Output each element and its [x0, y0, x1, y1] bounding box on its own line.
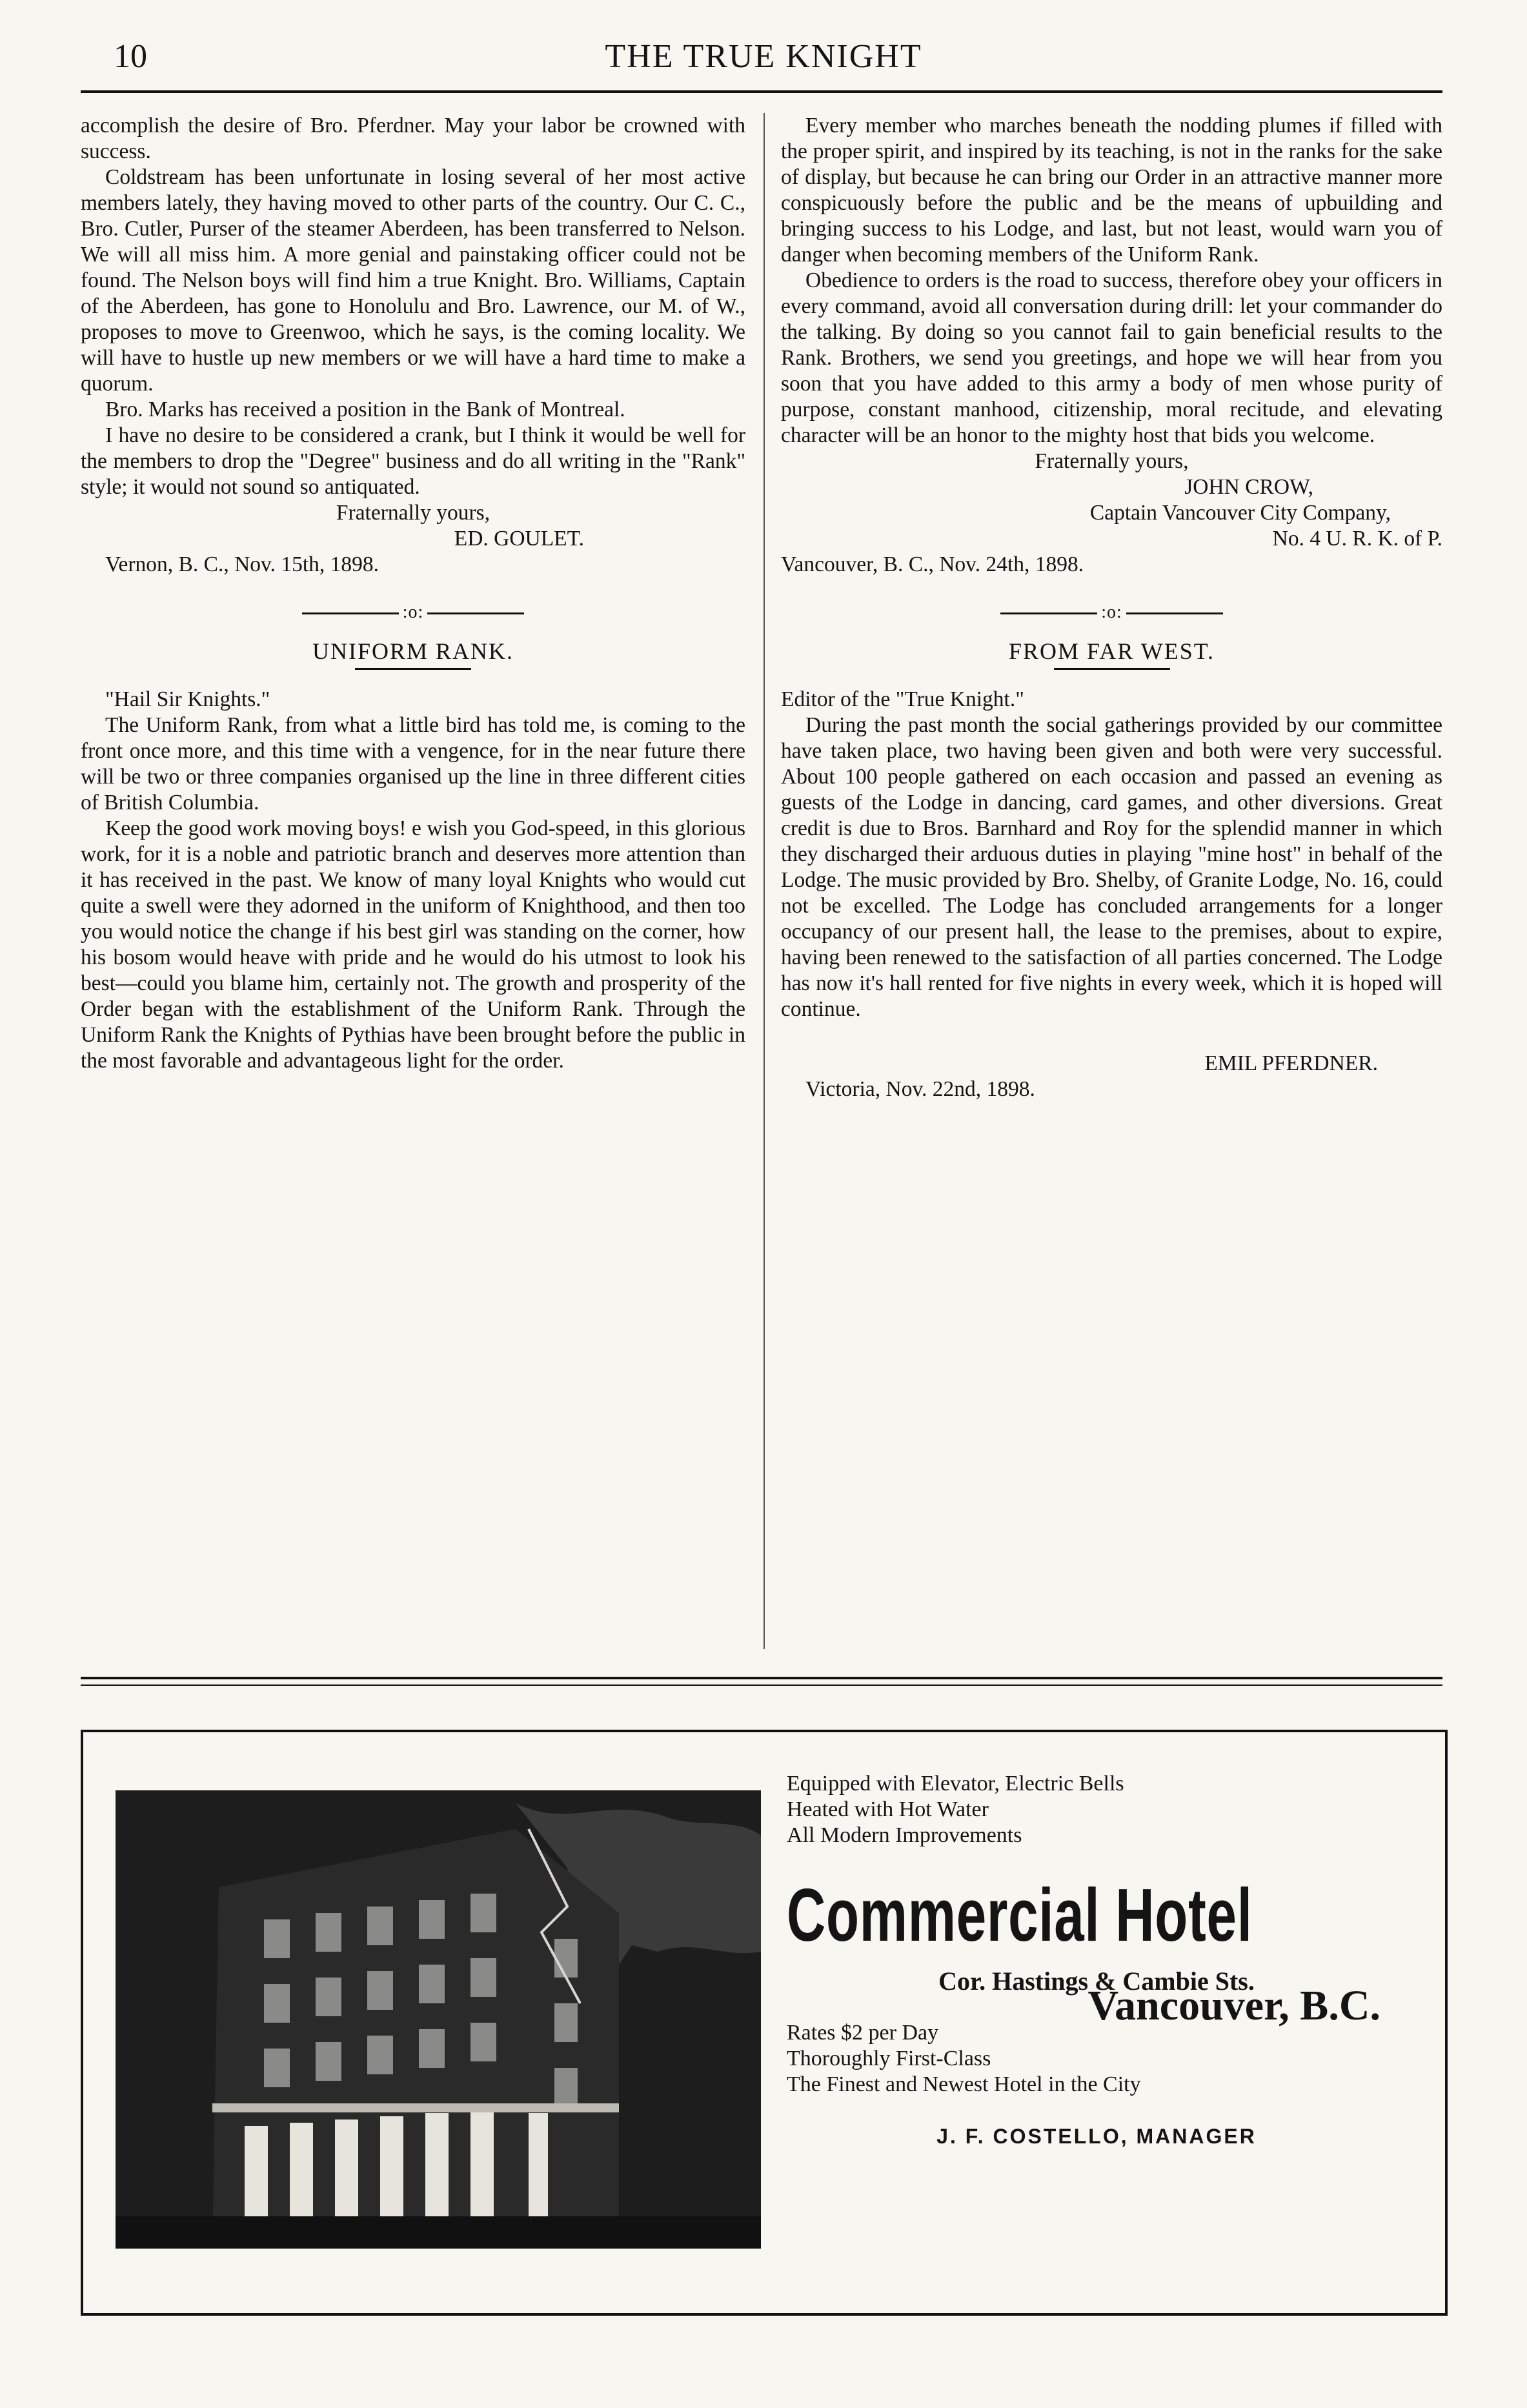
crow-closing: Fraternally yours, [1035, 449, 1189, 473]
far-west-signature: EMIL PFERDNER. [1204, 1051, 1378, 1075]
far-west-salutation: Editor of the "True Knight." [781, 687, 1024, 711]
rates-row [787, 1982, 1406, 2046]
hotel-city: Vancouver, B.C. [1087, 1982, 1380, 2029]
heading-underline [355, 668, 471, 670]
hotel-class: Thoroughly First-Class [787, 2047, 991, 2070]
crow-paragraph: Obedience to orders is the road to success, therefore obey your officers in every command, avoid all conversation during drill: let your commander do the talking. By doing so you cannot fail to gain beneficial results to the Rank. Brothers, we send you greetings, and hope we will hear from you soon that you have added to this army a body of men whose purity of purpose, constant manhood, citizenship, moral recitude, and elevating character will be an honor to the mighty host that bids you welcome. [781, 268, 1442, 447]
section-separator: :o: [81, 600, 745, 625]
hotel-name: Commercial Hotel [787, 1873, 1253, 1957]
ad-feature: Heated with Hot Water [787, 1797, 989, 1821]
ad-copy [787, 1771, 1406, 2149]
crow-paragraph: Every member who marches beneath the nodding plumes if filled with the proper spirit, and inspired by its teaching, is not in the ranks for the sake of display, but because he can bring our Order in an attractive manner more conspicuously before the public and be the means of upbuilding and bringing success to his Lodge, and last, but not least, would warn you of danger when becoming members of the Uniform Rank. [781, 114, 1442, 267]
page-number: 10 [114, 38, 147, 75]
crow-company: No. 4 U. R. K. of P. [1272, 527, 1442, 551]
hotel-manager: J. F. COSTELLO, MANAGER [936, 2125, 1257, 2148]
hotel-rates: Rates $2 per Day [787, 2021, 939, 2045]
uniform-paragraph: The Uniform Rank, from what a little bird has told me, is coming to the front once more, and this time with a vengence, for in the near future there will be two or three companies organised up the line in three different cities of British Columbia. [81, 713, 745, 814]
far-west-heading: FROM FAR WEST. [1008, 638, 1215, 664]
crow-dateline: Vancouver, B. C., Nov. 24th, 1898. [781, 552, 1084, 576]
far-west-dateline: Victoria, Nov. 22nd, 1898. [805, 1077, 1035, 1101]
left-column [81, 113, 745, 1074]
ad-top-rule-thin [81, 1685, 1442, 1686]
goulet-paragraph: accomplish the desire of Bro. Pferdner. May your labor be crowned with success. [81, 114, 745, 163]
goulet-paragraph: Coldstream has been unfortunate in losing several of her most active members lately, they having moved to other parts of the country. Our C. C., Bro. Cutler, Purser of the steamer Aberdeen, has been transferred to Nelson. We will all miss him. A more genial and painstaking officer could not be found. The Nelson boys will find him a true Knight. Bro. Williams, Captain of the Aberdeen, has gone to Honolulu and Bro. Lawrence, our M. of W., proposes to move to Greenwoo, which he says, is the coming locality. We will have to hustle up new members or we will have a hard time to make a quorum. [81, 165, 745, 396]
crow-title: Captain Vancouver City Company, [1089, 501, 1391, 525]
goulet-signature: ED. GOULET. [454, 527, 584, 551]
column-divider [764, 113, 765, 1649]
uniform-paragraph: "Hail Sir Knights." [105, 687, 270, 711]
hotel-tagline: The Finest and Newest Hotel in the City [787, 2072, 1141, 2096]
uniform-rank-heading: UNIFORM RANK. [312, 638, 514, 664]
right-column [781, 113, 1442, 1102]
hotel-advertisement [81, 1730, 1448, 2316]
goulet-paragraph: Bro. Marks has received a position in the Bank of Montreal. [105, 398, 625, 421]
ad-feature: All Modern Improvements [787, 1823, 1022, 1847]
ad-top-rule [81, 1677, 1442, 1679]
running-header [0, 32, 1527, 84]
far-west-paragraph: During the past month the social gatherings provided by our committee have taken place, two having been given and both were very successful. About 100 people gathered on each occasion and passed an evening as guests of the Lodge in dancing, card games, and other diversions. Great credit is due to Bros. Barnhard and Roy for the splendid manner in which they discharged their arduous duties in playing "mine host" in behalf of the Lodge. The music provided by Bro. Shelby, of Granite Lodge, No. 16, could not be excelled. The Lodge has concluded arrangements for a longer occupancy of our present hall, the lease to the premises, about to expire, having been renewed to the satisfaction of all parties concerned. The Lodge has now it's hall rented for five nights in every week, which it is hoped will continue. [781, 713, 1442, 1021]
goulet-closing: Fraternally yours, [336, 501, 490, 525]
hotel-address: Cor. Hastings & Cambie Sts. [938, 1967, 1255, 1996]
crow-signature: JOHN CROW, [1184, 475, 1313, 499]
heading-underline [1054, 668, 1170, 670]
ad-feature: Equipped with Elevator, Electric Bells [787, 1772, 1124, 1796]
goulet-dateline: Vernon, B. C., Nov. 15th, 1898. [105, 552, 379, 576]
uniform-paragraph: Keep the good work moving boys! e wish you God-speed, in this glorious work, for it is a noble and patriotic branch and deserves more attention than it has received in the past. We know of many loyal Knights who would cut quite a swell were they adorned in the uniform of Knighthood, and then too you would notice the change if his best girl was standing on the corner, how his bosom would heave with pride and he would do his utmost to look his best—could you blame him, certainly not. The growth and prosperity of the Order began with the establishment of the Uniform Rank. Through the Uniform Rank the Knights of Pythias have been brought before the public in the most favorable and advantageous light for the order. [81, 816, 745, 1073]
masthead-title: THE TRUE KNIGHT [605, 38, 922, 75]
header-rule [81, 90, 1442, 93]
section-separator: :o: [781, 600, 1442, 625]
hotel-building-engraving [116, 1790, 761, 2249]
goulet-paragraph: I have no desire to be considered a crank, but I think it would be well for the members to drop the "Degree" business and do all writing in the "Rank" style; it would not sound so antiquated. [81, 423, 745, 499]
